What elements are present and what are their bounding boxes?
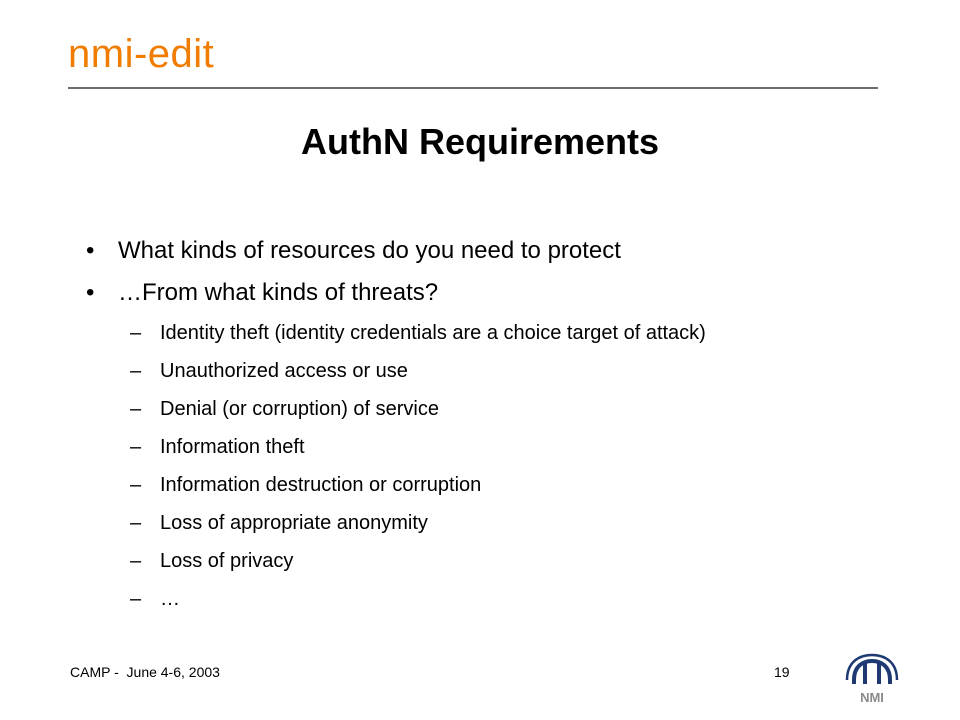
threat-text: …	[160, 588, 180, 610]
threat-item	[130, 466, 906, 504]
threat-item	[130, 542, 906, 580]
bullet-marker: •	[86, 279, 95, 306]
bullet-list	[86, 230, 906, 618]
threat-item	[130, 352, 906, 390]
nmi-logo-icon	[840, 650, 904, 706]
bullet-text: …From what kinds of threats?	[118, 279, 439, 306]
threat-item	[130, 580, 906, 618]
threat-text: Loss of appropriate anonymity	[160, 512, 428, 534]
brand-name: nmi-edit	[68, 32, 215, 76]
threat-item	[130, 428, 906, 466]
threat-text: Unauthorized access or use	[160, 360, 408, 382]
dash-marker: –	[130, 512, 142, 534]
page-number: 19	[774, 664, 790, 680]
threat-item	[130, 390, 906, 428]
footer-event: CAMP - June 4-6, 2003	[70, 664, 220, 680]
dash-marker: –	[130, 588, 142, 610]
threat-text: Denial (or corruption) of service	[160, 398, 439, 420]
threat-text: Identity theft (identity credentials are a choice target of attack)	[160, 322, 706, 344]
threat-text: Loss of privacy	[160, 550, 294, 572]
dash-marker: –	[130, 398, 142, 420]
threat-sublist	[130, 314, 906, 618]
threat-item	[130, 504, 906, 542]
dash-marker: –	[130, 474, 142, 496]
bullet-text: What kinds of resources do you need to protect	[118, 237, 621, 264]
threat-item	[130, 314, 906, 352]
slide-title: AuthN Requirements	[300, 121, 660, 162]
dash-marker: –	[130, 322, 142, 344]
header-divider	[68, 87, 878, 89]
dash-marker: –	[130, 550, 142, 572]
dash-marker: –	[130, 360, 142, 382]
bullet-item-resources	[86, 230, 906, 272]
dash-marker: –	[130, 436, 142, 458]
threat-text: Information destruction or corruption	[160, 474, 482, 496]
bullet-marker: •	[86, 237, 95, 264]
bullet-item-threats	[86, 272, 906, 314]
threat-text: Information theft	[160, 436, 305, 458]
logo-text: NMI	[860, 690, 884, 705]
